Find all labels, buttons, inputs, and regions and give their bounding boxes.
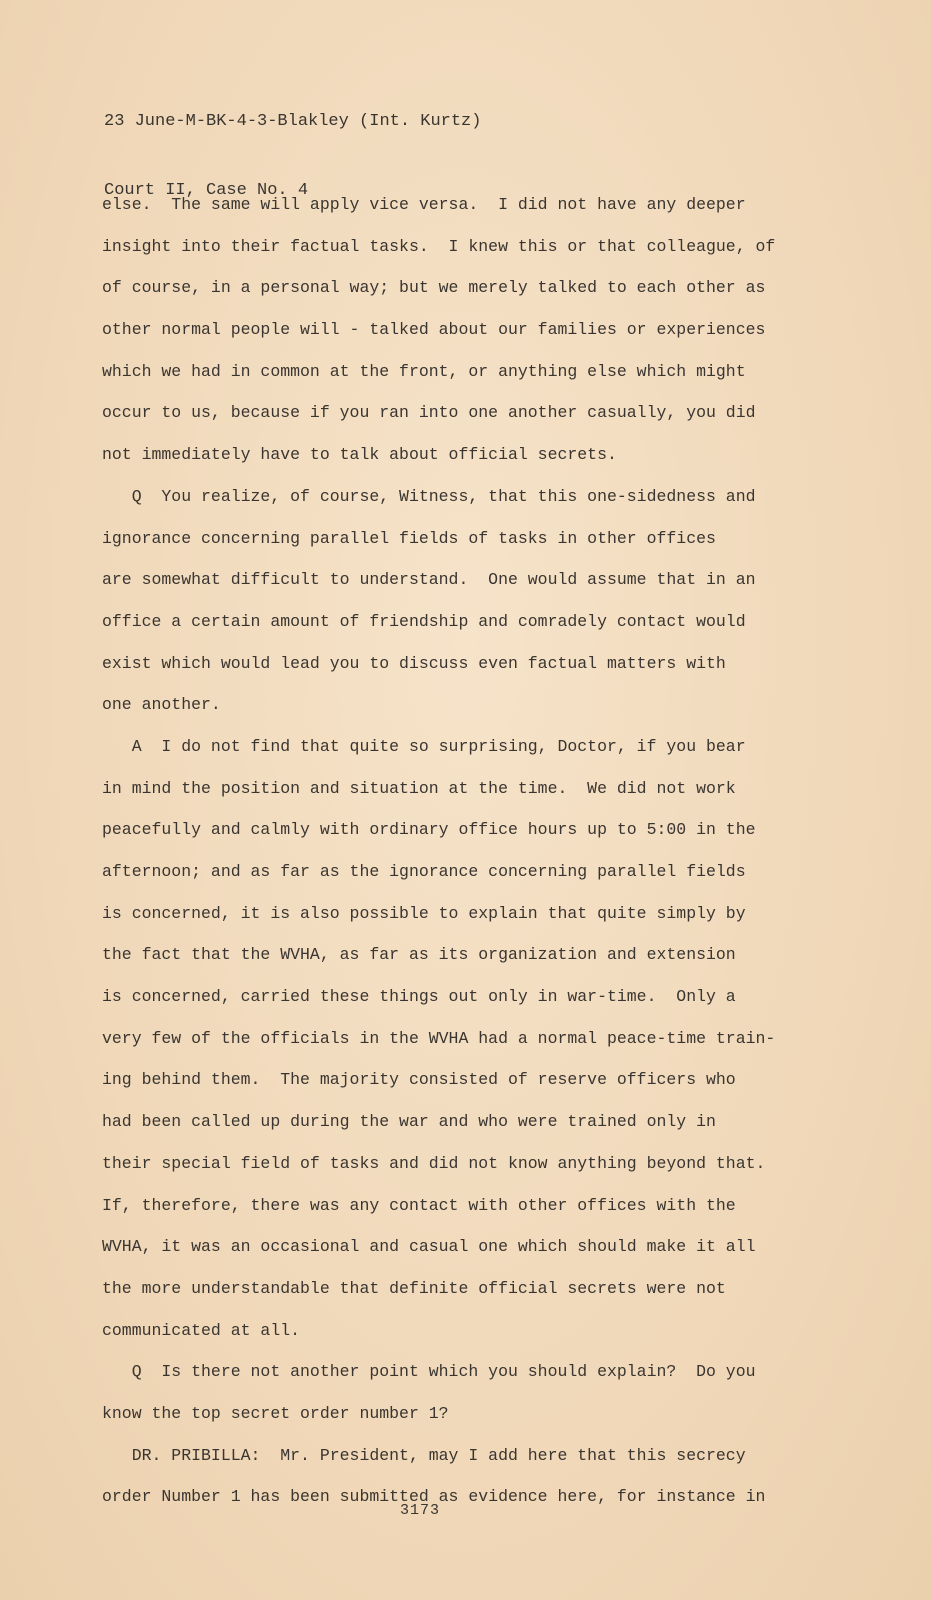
transcript-body: [102, 184, 802, 1518]
page-number: 3173: [400, 1502, 441, 1519]
header-session-line: 23 June-M-BK-4-3-Blakley (Int. Kurtz): [104, 112, 482, 131]
transcript-line: afternoon; and as far as the ignorance concerning parallel fields: [102, 862, 746, 881]
transcript-line: WVHA, it was an occasional and casual one which should make it all: [102, 1237, 756, 1257]
transcript-line: exist which would lead you to discuss even factual matters with: [102, 653, 726, 673]
transcript-line: Q Is there not another point which you should explain? Do you: [102, 1362, 756, 1382]
transcript-line: not immediately have to talk about official secrets.: [102, 445, 617, 465]
header-court-line: Court II, Case No. 4: [104, 181, 309, 200]
transcript-line: ignorance concerning parallel fields of tasks in other offices: [102, 528, 716, 548]
transcript-line: had been called up during the war and who were trained only in: [102, 1112, 716, 1132]
transcript-line: is concerned, carried these things out only in war-time. Only a: [102, 987, 736, 1007]
transcript-line: If, therefore, there was any contact with other offices with the: [102, 1195, 736, 1215]
transcript-line: insight into their factual tasks. I knew this or that colleague, of: [102, 236, 776, 256]
transcript-line: communicated at all.: [102, 1320, 301, 1340]
transcript-line: Q You realize, of course, Witness, that this one-sidedness and: [102, 486, 756, 506]
transcript-line: occur to us, because if you ran into one another casually, you did: [102, 403, 756, 423]
transcript-line: very few of the officials in the WVHA had a normal peace-time train-: [102, 1028, 776, 1048]
transcript-line: office a certain amount of friendship and comradely contact would: [102, 611, 746, 631]
transcript-line: peacefully and calmly with ordinary office hours up to 5:00 in the: [102, 820, 756, 840]
transcript-line: in mind the position and situation at the time. We did not work: [102, 778, 736, 798]
transcript-line: of course, in a personal way; but we merely talked to each other as: [102, 278, 766, 298]
transcript-line: DR. PRIBILLA: Mr. President, may I add here that this secrecy: [102, 1445, 746, 1465]
transcript-line: the more understandable that definite official secrets were not: [102, 1278, 726, 1298]
transcript-line: are somewhat difficult to understand. One would assume that in an: [102, 570, 756, 590]
transcript-line: A I do not find that quite so surprising, Doctor, if you bear: [102, 736, 746, 756]
transcript-line: ing behind them. The majority consisted of reserve officers who: [102, 1070, 736, 1090]
transcript-line: the fact that the WVHA, as far as its organization and extension: [102, 945, 736, 965]
transcript-line: know the top secret order number 1?: [102, 1403, 449, 1423]
transcript-line: other normal people will - talked about our families or experiences: [102, 320, 766, 340]
transcript-line: one another.: [102, 695, 221, 715]
transcript-line: is concerned, it is also possible to explain that quite simply by: [102, 903, 746, 923]
transcript-line: their special field of tasks and did not know anything beyond that.: [102, 1153, 766, 1173]
transcript-line: which we had in common at the front, or anything else which might: [102, 361, 746, 381]
transcript-line: order Number 1 has been submitted as evidence here, for instance in: [102, 1487, 766, 1507]
transcript-line: else. The same will apply vice versa. I did not have any deeper: [102, 195, 746, 214]
